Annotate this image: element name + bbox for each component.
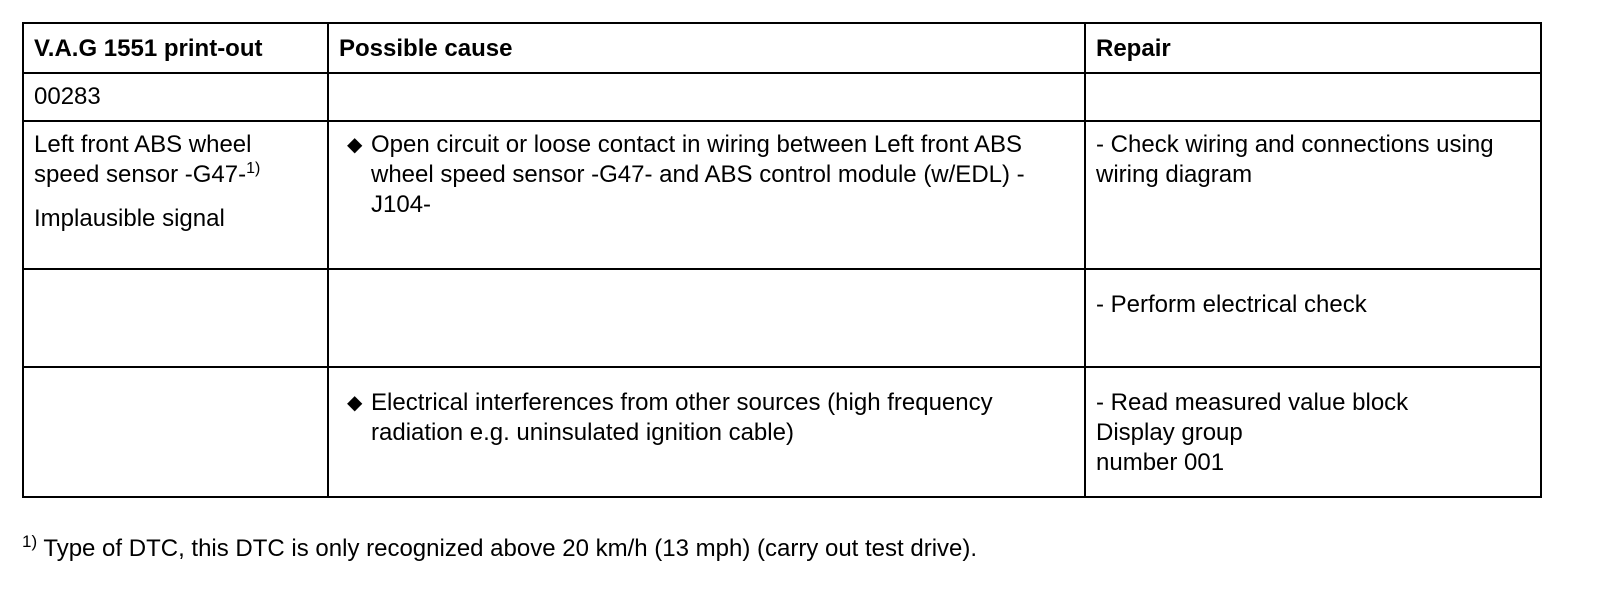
list-item: [339, 130, 1074, 220]
header-repair: Repair: [1085, 23, 1541, 73]
cause-text: Open circuit or loose contact in wiring between Left front ABS wheel speed sensor -G47- and ABS control module (w/EDL) -J104-: [371, 131, 1025, 218]
component-name: Left front ABS wheel speed sensor -G47-: [34, 131, 252, 188]
table-header-row: [23, 23, 1541, 73]
repair-line: - Read measured value block: [1096, 389, 1409, 416]
dtc-table-container: [22, 22, 1540, 498]
cause-cell: [328, 121, 1085, 269]
repair-cell: [1085, 367, 1541, 497]
repair-line: number 001: [1096, 449, 1225, 476]
table-row-dtc-code: [23, 73, 1541, 121]
dtc-table: [22, 22, 1542, 498]
dtc-code-cell: 00283: [23, 73, 328, 121]
footnote-marker: 1): [22, 532, 38, 551]
diamond-bullet-icon: ◆: [347, 134, 363, 156]
repair-cell: - Check wiring and connections using wiring diagram: [1085, 121, 1541, 269]
list-item: [339, 388, 1074, 448]
table-row-electrical-check: [23, 269, 1541, 367]
cause-cell: [328, 269, 1085, 367]
empty-cell: [23, 367, 328, 497]
cause-cell: [328, 367, 1085, 497]
component-cell: [23, 121, 328, 269]
table-row-interference: [23, 367, 1541, 497]
empty-cell: [23, 269, 328, 367]
repair-cell: - Perform electrical check: [1085, 269, 1541, 367]
cause-text: Electrical interferences from other sources (high frequency radiation e.g. uninsulated ignition cable): [371, 389, 993, 446]
repair-line: Display group: [1096, 419, 1243, 446]
empty-cell: [328, 73, 1085, 121]
fault-type: Implausible signal: [34, 205, 225, 232]
empty-cell: [1085, 73, 1541, 121]
footnote-text: Type of DTC, this DTC is only recognized above 20 km/h (13 mph) (carry out test drive).: [43, 535, 978, 562]
footnote-ref: 1): [246, 160, 261, 177]
footnote: [22, 534, 977, 564]
table-row-wiring: [23, 121, 1541, 269]
header-printout: V.A.G 1551 print-out: [23, 23, 328, 73]
diamond-bullet-icon: ◆: [347, 392, 363, 414]
header-possible-cause: Possible cause: [328, 23, 1085, 73]
